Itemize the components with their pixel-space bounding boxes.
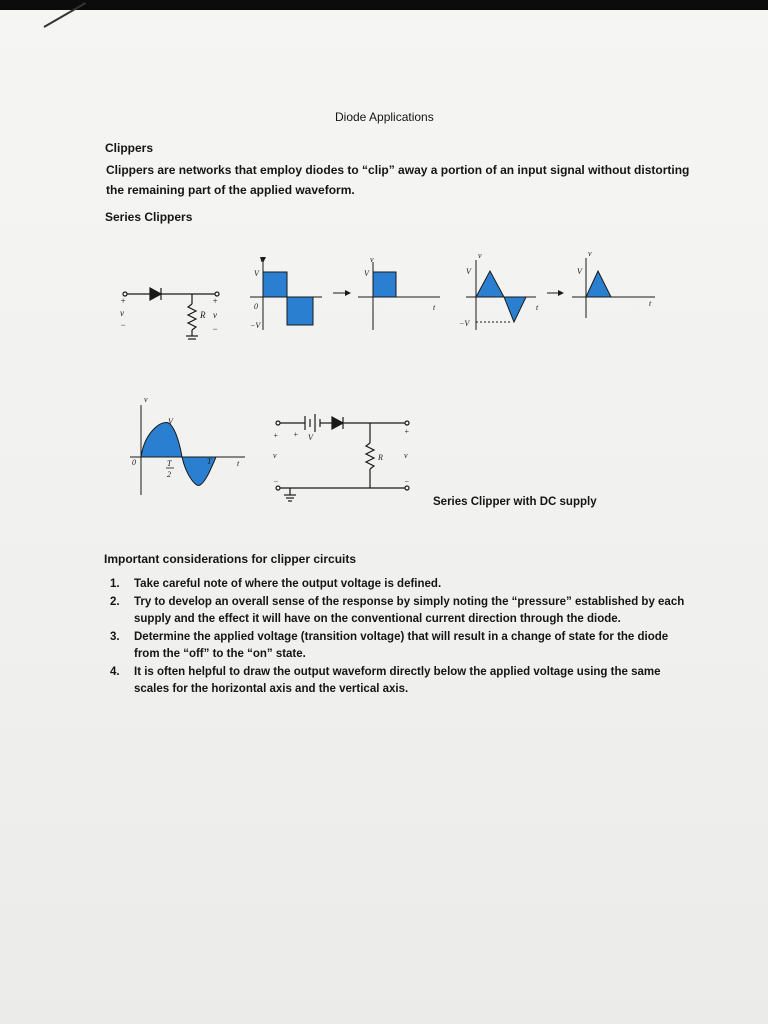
label-zero-2: 0 — [132, 458, 136, 467]
dc-output-terminal-bottom — [405, 486, 409, 490]
series-clipper-labels — [120, 296, 218, 334]
triangle-output-waveform — [572, 249, 655, 318]
label-vi-2: v — [260, 255, 264, 264]
dc-label-vo: v — [404, 451, 408, 460]
dc-resistor-symbol — [366, 443, 374, 469]
label-vo-3: v — [588, 249, 592, 258]
dc-diode-symbol — [332, 417, 343, 429]
label-t-4: t — [237, 459, 240, 468]
label-t-2: t — [536, 303, 539, 312]
label-V-1: V — [254, 269, 259, 278]
list-number: 1. — [110, 578, 120, 590]
label-halfT-num: T — [167, 459, 172, 468]
dc-label-vi: v — [273, 451, 277, 460]
label-halfT-den: 2 — [167, 470, 171, 479]
list-item — [110, 576, 690, 593]
dc-output-terminal-top — [405, 421, 409, 425]
considerations-heading: Important considerations for clipper circuits — [104, 552, 357, 566]
label-T: T — [207, 457, 212, 466]
dc-input-terminal-top — [276, 421, 280, 425]
label-V-3: V — [466, 267, 471, 276]
list-text: Take careful note of where the output voltage is defined. — [134, 578, 442, 590]
list-item — [110, 664, 690, 698]
label-vi-3: v — [478, 251, 482, 260]
dc-label-V: V — [308, 433, 313, 442]
label-minusV-2: −V — [459, 319, 470, 328]
list-number: 3. — [110, 631, 120, 643]
sine-input-waveform — [130, 395, 245, 495]
resistor-symbol — [188, 304, 196, 330]
series-clipper-dc-labels — [273, 427, 409, 486]
figure-caption: Series Clipper with DC supply — [433, 496, 597, 508]
considerations-list — [110, 576, 690, 699]
label-vo-1: v — [213, 310, 217, 320]
dc-input-terminal-bottom — [276, 486, 280, 490]
page-title: Diode Applications — [335, 110, 434, 124]
dc-label-plus-batt: + — [293, 430, 299, 439]
label-minusV-1: −V — [250, 321, 261, 330]
dc-label-minus-in: − — [273, 477, 279, 486]
dc-label-plus-in: + — [273, 431, 279, 440]
label-zero-1: 0 — [254, 302, 258, 311]
label-V-2: V — [364, 269, 369, 278]
label-minus-out: − — [212, 324, 219, 334]
label-R-1: R — [200, 310, 206, 320]
subsection-heading: Series Clippers — [105, 210, 193, 224]
label-V-4: V — [577, 267, 582, 276]
triangle-input-waveform — [459, 251, 539, 330]
label-t-1: t — [433, 303, 436, 312]
list-item — [110, 594, 690, 628]
square-output-waveform — [358, 255, 440, 330]
dc-label-minus-out: − — [404, 477, 410, 486]
intro-line-2: the remaining part of the applied waveform. — [106, 183, 355, 197]
series-clipper-dc-circuit — [276, 414, 409, 501]
label-vi-1: v — [120, 308, 124, 318]
list-text: It is often helpful to draw the output waveform directly below the applied voltage using the same scales for the horizontal axis and the vertical axis. — [134, 666, 661, 695]
list-number: 2. — [110, 596, 120, 608]
label-vi-4: v — [144, 395, 148, 404]
list-text: Determine the applied voltage (transition voltage) that will result in a change of state for the diode from the “off” to the “on” state. — [134, 631, 669, 660]
label-plus-in: + — [120, 296, 127, 306]
dc-label-plus-out: + — [404, 427, 410, 436]
label-plus-out: + — [212, 296, 219, 306]
square-input-waveform — [250, 255, 322, 330]
label-t-3: t — [649, 299, 652, 308]
list-text: Try to develop an overall sense of the response by simply noting the “pressure” established by each supply and the effect it will have on the conventional current direction through the diode. — [134, 596, 685, 625]
diode-symbol — [150, 288, 161, 300]
section-heading: Clippers — [105, 141, 154, 155]
label-Vm: V — [168, 417, 173, 426]
label-vo-2: v — [370, 255, 374, 264]
list-item — [110, 629, 690, 663]
dc-label-R: R — [378, 453, 383, 462]
intro-line-1: Clippers are networks that employ diodes to “clip” away a portion of an input signal without distorting — [106, 163, 690, 177]
list-number: 4. — [110, 666, 120, 678]
label-minus-in: − — [120, 320, 127, 330]
